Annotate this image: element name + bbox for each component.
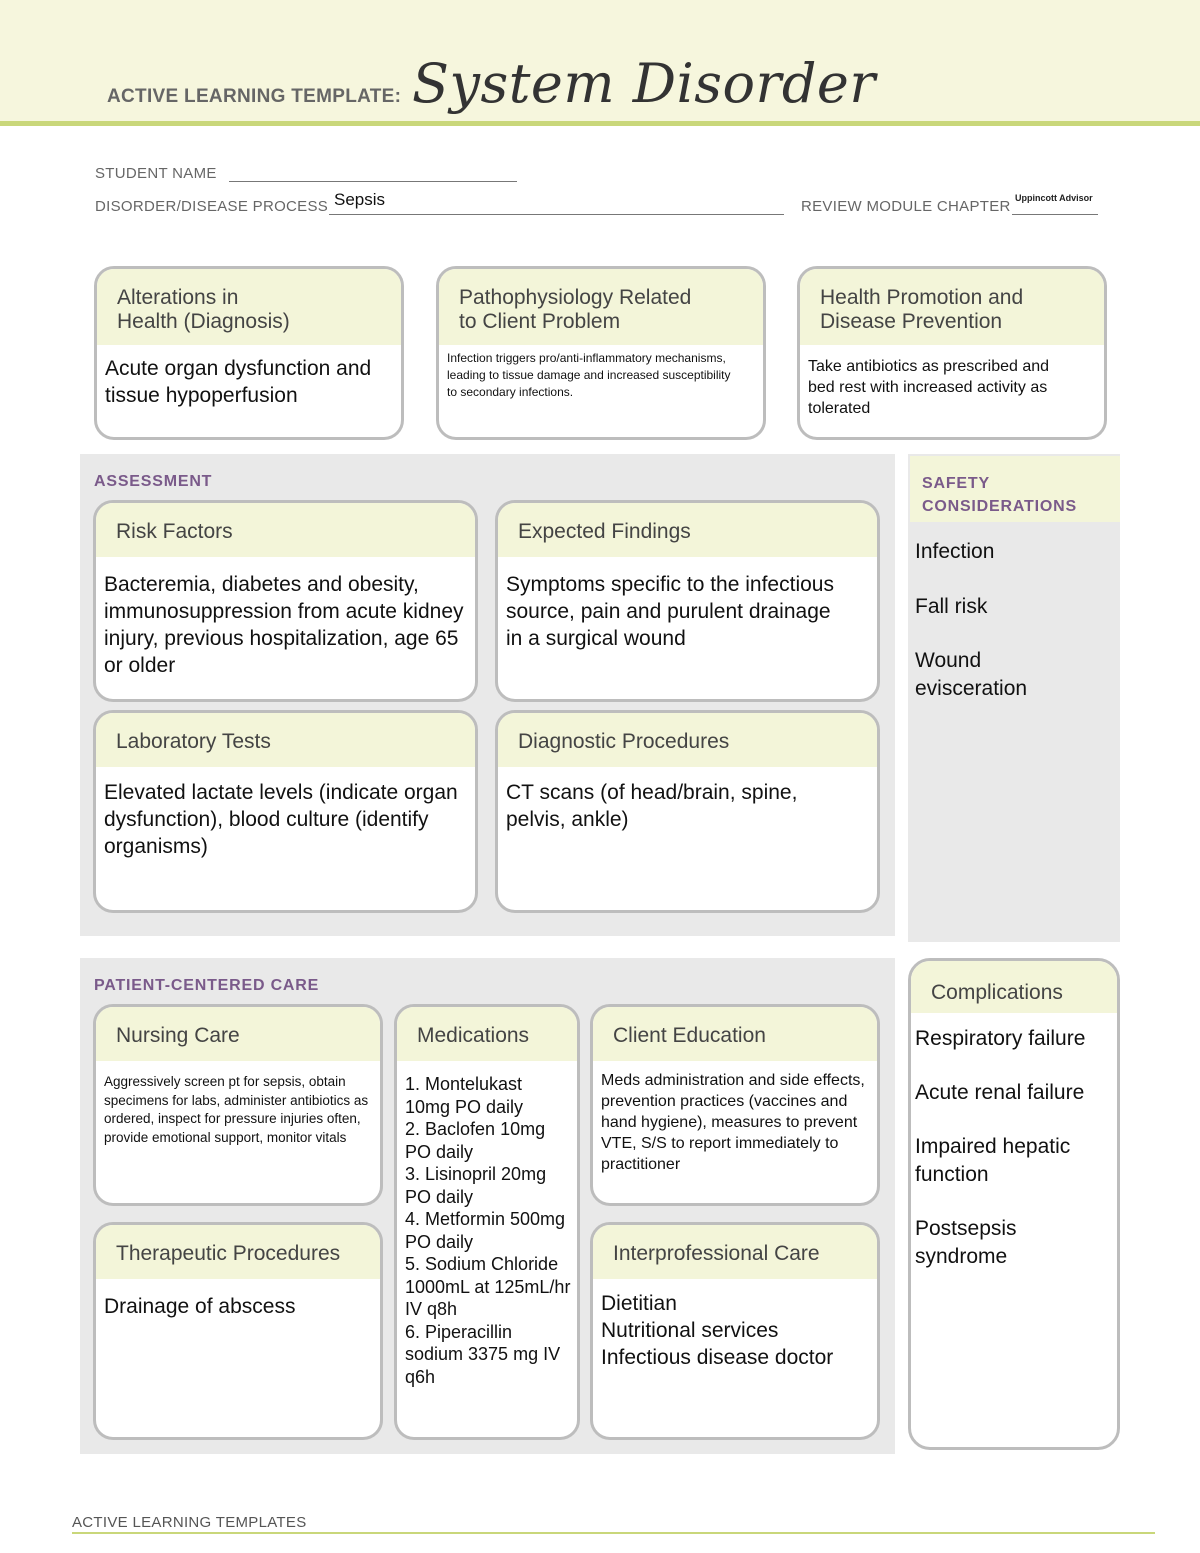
- nursing-care-box: [93, 1004, 383, 1206]
- diagnostic-procedures-title: Diagnostic Procedures: [498, 713, 877, 767]
- risk-factors-box: [93, 500, 478, 702]
- pathophysiology-title-1: Pathophysiology Related: [459, 286, 692, 309]
- interprofessional-care-list: [593, 1279, 877, 1371]
- health-promotion-title-2: Disease Prevention: [820, 310, 1003, 333]
- pathophysiology-box: [436, 266, 766, 440]
- therapeutic-procedures-box: [93, 1222, 383, 1440]
- client-education-body: Meds administration and side effects, prevention practices (vaccines and hand hygiene), measures to prevent VTE, S/S to report immediately to practitioner: [601, 1072, 865, 1173]
- nursing-care-title: Nursing Care: [96, 1007, 380, 1061]
- medication-item: 3. Lisinopril 20mg PO daily: [405, 1164, 547, 1207]
- medications-list: [397, 1061, 577, 1388]
- risk-factors-title: Risk Factors: [96, 503, 475, 557]
- patient-care-title: PATIENT-CENTERED CARE: [94, 977, 320, 994]
- medications-title: Medications: [397, 1007, 577, 1061]
- template-label: ACTIVE LEARNING TEMPLATE:: [107, 86, 402, 107]
- safety-item: Wound evisceration: [915, 649, 1028, 700]
- health-promotion-box: [797, 266, 1107, 440]
- safety-title-1: SAFETY: [922, 475, 990, 492]
- disorder-line: [329, 214, 784, 215]
- interprofessional-care-box: [590, 1222, 880, 1440]
- complication-item: Impaired hepatic function: [915, 1135, 1071, 1186]
- interprofessional-item: Dietitian: [601, 1292, 677, 1315]
- expected-findings-body: Symptoms specific to the infectious source, pain and purulent drainage in a surgical wound: [506, 573, 834, 650]
- page-title: System Disorder: [412, 52, 876, 115]
- diagnostic-procedures-body: CT scans (of head/brain, spine, pelvis, ankle): [506, 781, 798, 831]
- disorder-field[interactable]: Sepsis: [334, 190, 386, 209]
- safety-item: Infection: [915, 540, 995, 563]
- chapter-line: [1012, 214, 1098, 215]
- health-promotion-header: [800, 269, 1104, 345]
- student-name-line: [229, 181, 517, 182]
- medication-item: 6. Piperacillin sodium 3375 mg IV q6h: [405, 1321, 561, 1387]
- expected-findings-title: Expected Findings: [498, 503, 877, 557]
- client-education-box: [590, 1004, 880, 1206]
- therapeutic-procedures-title: Therapeutic Procedures: [96, 1225, 380, 1279]
- alterations-title-2: Health (Diagnosis): [117, 310, 290, 333]
- laboratory-tests-box: [93, 710, 478, 913]
- laboratory-tests-body: Elevated lactate levels (indicate organ dysfunction), blood culture (identify organisms): [104, 781, 458, 858]
- complications-title: Complications: [911, 961, 1117, 1013]
- safety-title-2: CONSIDERATIONS: [922, 498, 1077, 515]
- alterations-body: Acute organ dysfunction and tissue hypoperfusion: [105, 357, 372, 407]
- laboratory-tests-title: Laboratory Tests: [96, 713, 475, 767]
- risk-factors-body: Bacteremia, diabetes and obesity, immunosuppression from acute kidney injury, previous hospitalization, age 65 or older: [104, 573, 464, 677]
- disorder-label: DISORDER/DISEASE PROCESS: [95, 198, 329, 215]
- nursing-care-body: Aggressively screen pt for sepsis, obtain specimens for labs, administer antibiotics as ordered, inspect for pressure injuries often, provide emotional support, monitor vitals: [104, 1074, 369, 1145]
- expected-findings-box: [495, 500, 880, 702]
- safety-item: Fall risk: [915, 595, 988, 618]
- diagnostic-procedures-box: [495, 710, 880, 913]
- client-education-title: Client Education: [593, 1007, 877, 1061]
- medication-item: 5. Sodium Chloride 1000mL at 125mL/hr IV q8h: [405, 1254, 571, 1319]
- medication-item: 2. Baclofen 10mg PO daily: [405, 1119, 546, 1162]
- interprofessional-item: Infectious disease doctor: [601, 1346, 834, 1369]
- medication-item: 4. Metformin 500mg PO daily: [405, 1209, 566, 1252]
- alterations-box: [94, 266, 404, 440]
- assessment-title: ASSESSMENT: [94, 473, 213, 490]
- pathophysiology-title-2: to Client Problem: [459, 310, 621, 333]
- complication-item: Respiratory failure: [915, 1027, 1086, 1050]
- interprofessional-care-title: Interprofessional Care: [593, 1225, 877, 1279]
- chapter-field[interactable]: Uppincott Advisor: [1015, 193, 1093, 203]
- alterations-header: [97, 269, 401, 345]
- footer-text: ACTIVE LEARNING TEMPLATES: [72, 1514, 307, 1531]
- complication-item: Acute renal failure: [915, 1081, 1085, 1104]
- medication-item: 1. Montelukast 10mg PO daily: [405, 1074, 524, 1117]
- header-rule: [0, 121, 1200, 126]
- pathophysiology-header: [439, 269, 763, 345]
- health-promotion-title-1: Health Promotion and: [820, 286, 1024, 309]
- health-promotion-body: Take antibiotics as prescribed and bed rest with increased activity as tolerated: [808, 358, 1050, 417]
- complication-item: Postsepsis syndrome: [915, 1217, 1017, 1268]
- medications-box: [394, 1004, 580, 1440]
- alterations-title-1: Alterations in: [117, 286, 239, 309]
- student-name-label: STUDENT NAME: [95, 165, 217, 182]
- safety-title: [922, 472, 1077, 518]
- footer-rule: [72, 1532, 1155, 1534]
- therapeutic-procedures-body: Drainage of abscess: [104, 1295, 296, 1318]
- interprofessional-item: Nutritional services: [601, 1319, 779, 1342]
- chapter-label: REVIEW MODULE CHAPTER: [801, 198, 1011, 215]
- pathophysiology-body: Infection triggers pro/anti-inflammatory mechanisms, leading to tissue damage and increased susceptibility to secondary infections.: [447, 351, 731, 399]
